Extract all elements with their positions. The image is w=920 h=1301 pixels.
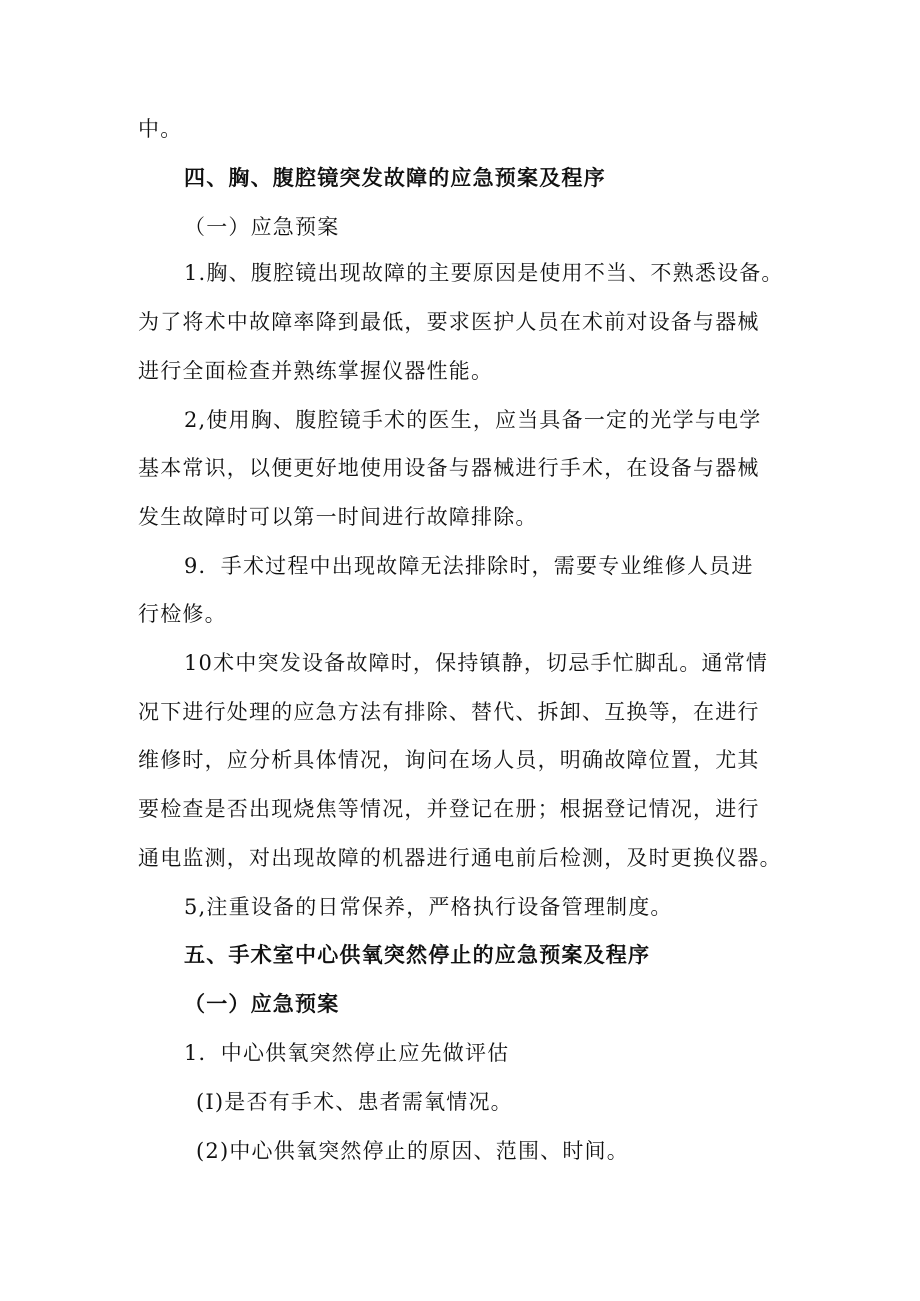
paragraph-line: 进行全面检查并熟练掌握仪器性能。 (138, 359, 494, 383)
list-item: (I)是否有手术、患者需氧情况。 (196, 1090, 513, 1114)
paragraph-line: 要检查是否出现烧焦等情况，并登记在册；根据登记情况，进行 (138, 797, 760, 821)
paragraph-line: 10术中突发设备故障时，保持镇静，切忌手忙脚乱。通常情 (184, 651, 769, 675)
list-item: (2)中心供氧突然停止的原因、范围、时间。 (196, 1139, 629, 1163)
paragraph-line: 发生故障时可以第一时间进行故障排除。 (138, 505, 538, 529)
paragraph-line: 通电监测，对出现故障的机器进行通电前后检测，及时更换仪器。 (138, 846, 782, 870)
paragraph-line: 为了将术中故障率降到最低，要求医护人员在术前对设备与器械 (138, 310, 760, 334)
paragraph-line: 1.胸、腹腔镜出现故障的主要原因是使用不当、不熟悉设备。 (184, 261, 784, 285)
paragraph-line: 行检修。 (138, 602, 227, 626)
paragraph-line: 维修时，应分析具体情况，询问在场人员，明确故障位置，尤其 (138, 748, 760, 772)
section-heading-4: 四、胸、腹腔镜突发故障的应急预案及程序 (184, 165, 606, 190)
paragraph-line: 况下进行处理的应急方法有排除、替代、拆卸、互换等，在进行 (138, 700, 760, 724)
paragraph-continuation: 中。 (138, 117, 183, 141)
paragraph-line: 1．中心供氧突然停止应先做评估 (184, 1041, 510, 1065)
subsection-heading: （一）应急预案 (184, 215, 340, 239)
subsection-heading: （一）应急预案 (184, 991, 340, 1016)
paragraph-line: 9．手术过程中出现故障无法排除时，需要专业维修人员进 (184, 554, 754, 578)
paragraph-line: 2,使用胸、腹腔镜手术的医生，应当具备一定的光学与电学 (184, 408, 762, 432)
paragraph-line: 5,注重设备的日常保养，严格执行设备管理制度。 (184, 895, 673, 919)
section-heading-5: 五、手术室中心供氧突然停止的应急预案及程序 (184, 942, 651, 967)
paragraph-line: 基本常识，以便更好地使用设备与器械进行手术，在设备与器械 (138, 456, 760, 480)
